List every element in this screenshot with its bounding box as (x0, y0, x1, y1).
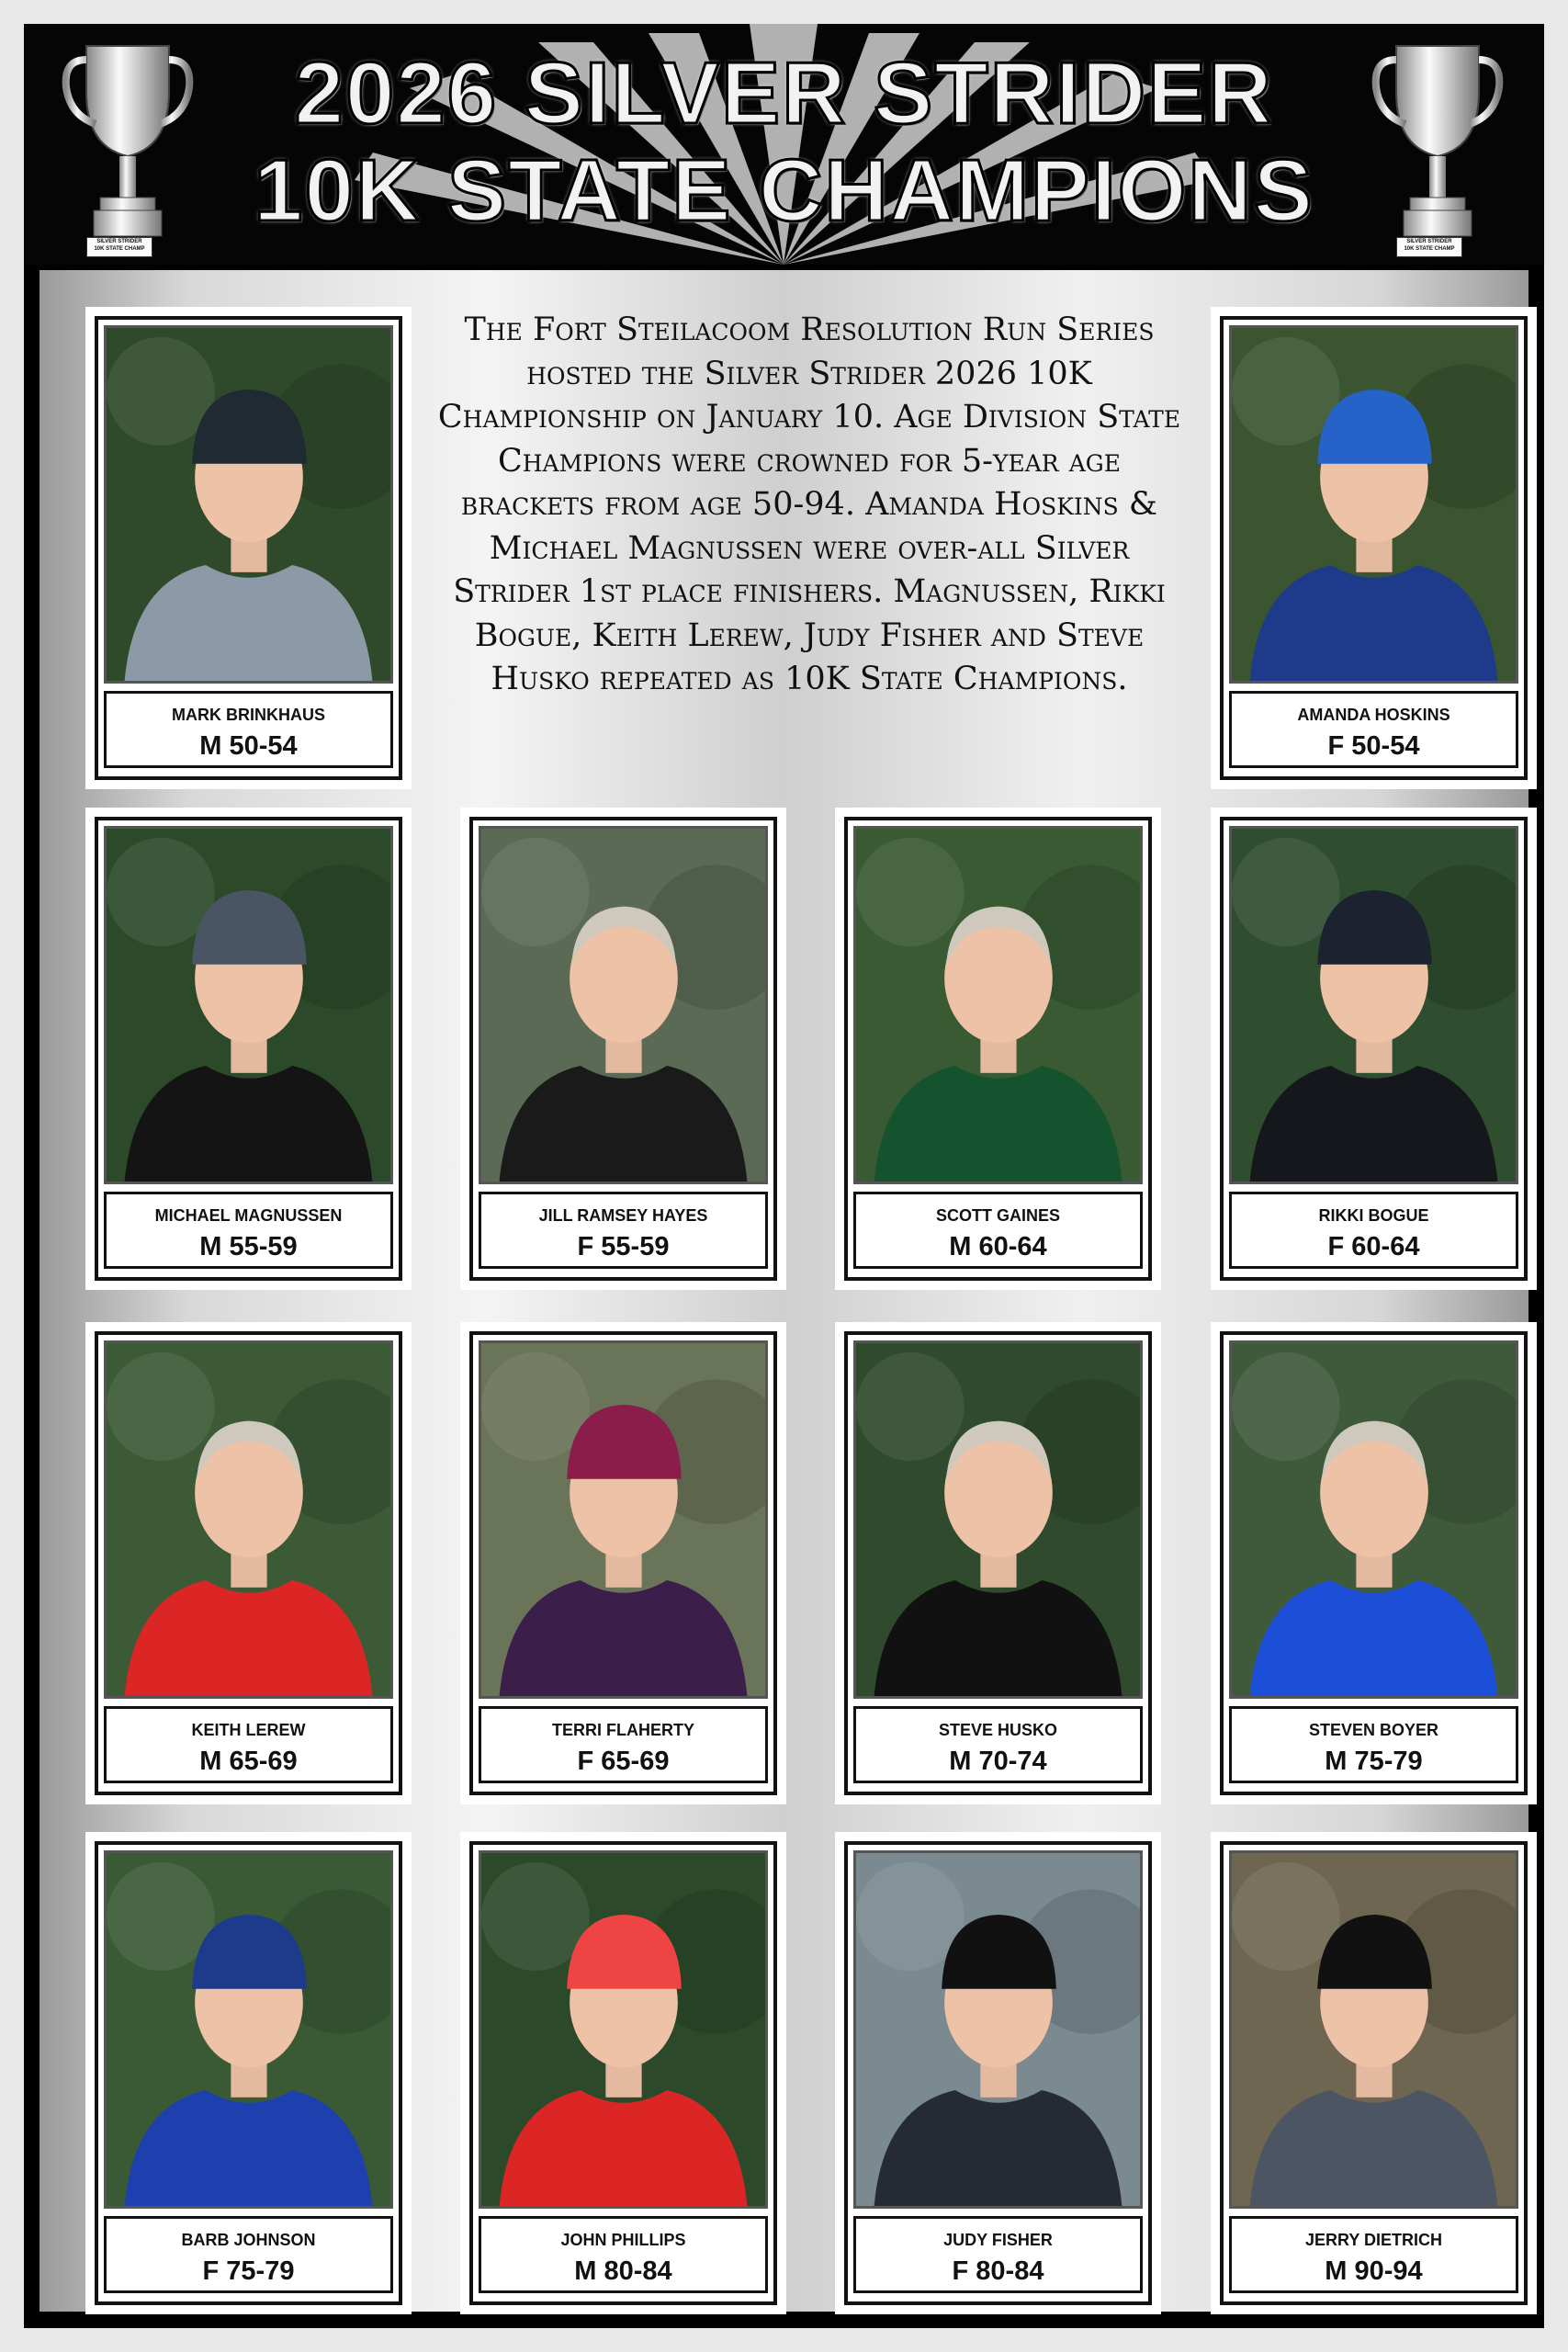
runner-photo (853, 1850, 1143, 2209)
runner-division: M 90-94 (1325, 2256, 1423, 2286)
runner-photo (479, 826, 768, 1184)
runner-division: M 75-79 (1325, 1747, 1423, 1776)
runner-division: M 50-54 (199, 731, 298, 761)
runner-division: M 65-69 (199, 1747, 298, 1776)
page-title-line-1: 2026 SILVER STRIDER (294, 44, 1274, 142)
runner-division: F 65-69 (577, 1747, 670, 1776)
champion-card (85, 307, 412, 789)
runner-photo (1229, 1850, 1518, 2209)
runner-name: MARK BRINKHAUS (172, 706, 325, 724)
champions-board (39, 270, 1529, 2312)
runner-nameplate (1229, 1706, 1518, 1783)
runner-nameplate (479, 1706, 768, 1783)
runner-name: AMANDA HOSKINS (1297, 706, 1450, 724)
runner-name: STEVEN BOYER (1308, 1721, 1439, 1739)
runner-division: M 80-84 (574, 2256, 672, 2286)
runner-photo (104, 826, 393, 1184)
runner-nameplate (853, 2216, 1143, 2293)
champion-card (1211, 307, 1537, 789)
runner-name: JUDY FISHER (943, 2231, 1053, 2249)
champion-card (1211, 1322, 1537, 1804)
runner-name: JOHN PHILLIPS (560, 2231, 686, 2249)
runner-nameplate (1229, 691, 1518, 768)
runner-nameplate (1229, 1192, 1518, 1269)
runner-division: F 80-84 (952, 2256, 1044, 2286)
runner-photo (479, 1340, 768, 1699)
runner-photo (104, 1850, 393, 2209)
champion-card (1211, 1832, 1537, 2314)
poster (24, 24, 1544, 2328)
runner-name: RIKKI BOGUE (1318, 1206, 1429, 1225)
runner-name: TERRI FLAHERTY (552, 1721, 694, 1739)
runner-photo (853, 826, 1143, 1184)
runner-name: SCOTT GAINES (935, 1206, 1060, 1225)
runner-photo (479, 1850, 768, 2209)
runner-division: M 60-64 (949, 1232, 1047, 1261)
champion-card (835, 1832, 1161, 2314)
page-title-line-2: 10K STATE CHAMPIONS (254, 141, 1314, 240)
runner-division: F 75-79 (202, 2256, 295, 2286)
runner-nameplate (853, 1706, 1143, 1783)
runner-division: M 70-74 (949, 1747, 1047, 1776)
runner-nameplate (853, 1192, 1143, 1269)
champion-card (85, 1832, 412, 2314)
runner-name: MICHAEL MAGNUSSEN (154, 1206, 343, 1225)
trophy-plaque-right: SILVER STRIDER 10K STATE CHAMP (1396, 237, 1462, 257)
runner-name: KEITH LEREW (191, 1721, 306, 1739)
champion-card (835, 1322, 1161, 1804)
champion-card (835, 808, 1161, 1290)
runner-division: F 50-54 (1327, 731, 1420, 761)
runner-nameplate (1229, 2216, 1518, 2293)
runner-photo (853, 1340, 1143, 1699)
intro-paragraph: The Fort Steilacoom Resolution Run Series hosted the Silver Strider 2026 10K Championship on January 10. Age Division State Champions were crowned for 5-year age brackets from age 50-94. Amanda Hoskins & Michael Magnussen were over-all Silver Strider 1st place finishers. Magnussen, Rikki Bogue, Keith Lerew, Judy Fisher and Steve Husko repeated as 10K State Champions. (437, 311, 1181, 697)
trophy-plaque-left: SILVER STRIDER 10K STATE CHAMP (86, 237, 152, 257)
runner-photo (1229, 826, 1518, 1184)
runner-nameplate (104, 691, 393, 768)
runner-division: F 55-59 (577, 1232, 670, 1261)
runner-division: M 55-59 (199, 1232, 298, 1261)
champion-card (85, 1322, 412, 1804)
champion-card (460, 808, 786, 1290)
runner-division: F 60-64 (1327, 1232, 1420, 1261)
runner-photo (104, 1340, 393, 1699)
champion-card (460, 1832, 786, 2314)
runner-nameplate (104, 1706, 393, 1783)
runner-name: JERRY DIETRICH (1304, 2231, 1443, 2249)
champion-card (85, 808, 412, 1290)
runner-name: JILL RAMSEY HAYES (538, 1206, 708, 1225)
runner-photo (1229, 325, 1518, 684)
runner-nameplate (479, 2216, 768, 2293)
header-banner (24, 24, 1544, 265)
runner-nameplate (104, 1192, 393, 1269)
champion-card (1211, 808, 1537, 1290)
runner-photo (1229, 1340, 1518, 1699)
runner-nameplate (479, 1192, 768, 1269)
runner-photo (104, 325, 393, 684)
champion-card (460, 1322, 786, 1804)
runner-name: BARB JOHNSON (181, 2231, 316, 2249)
runner-name: STEVE HUSKO (938, 1721, 1058, 1739)
runner-nameplate (104, 2216, 393, 2293)
